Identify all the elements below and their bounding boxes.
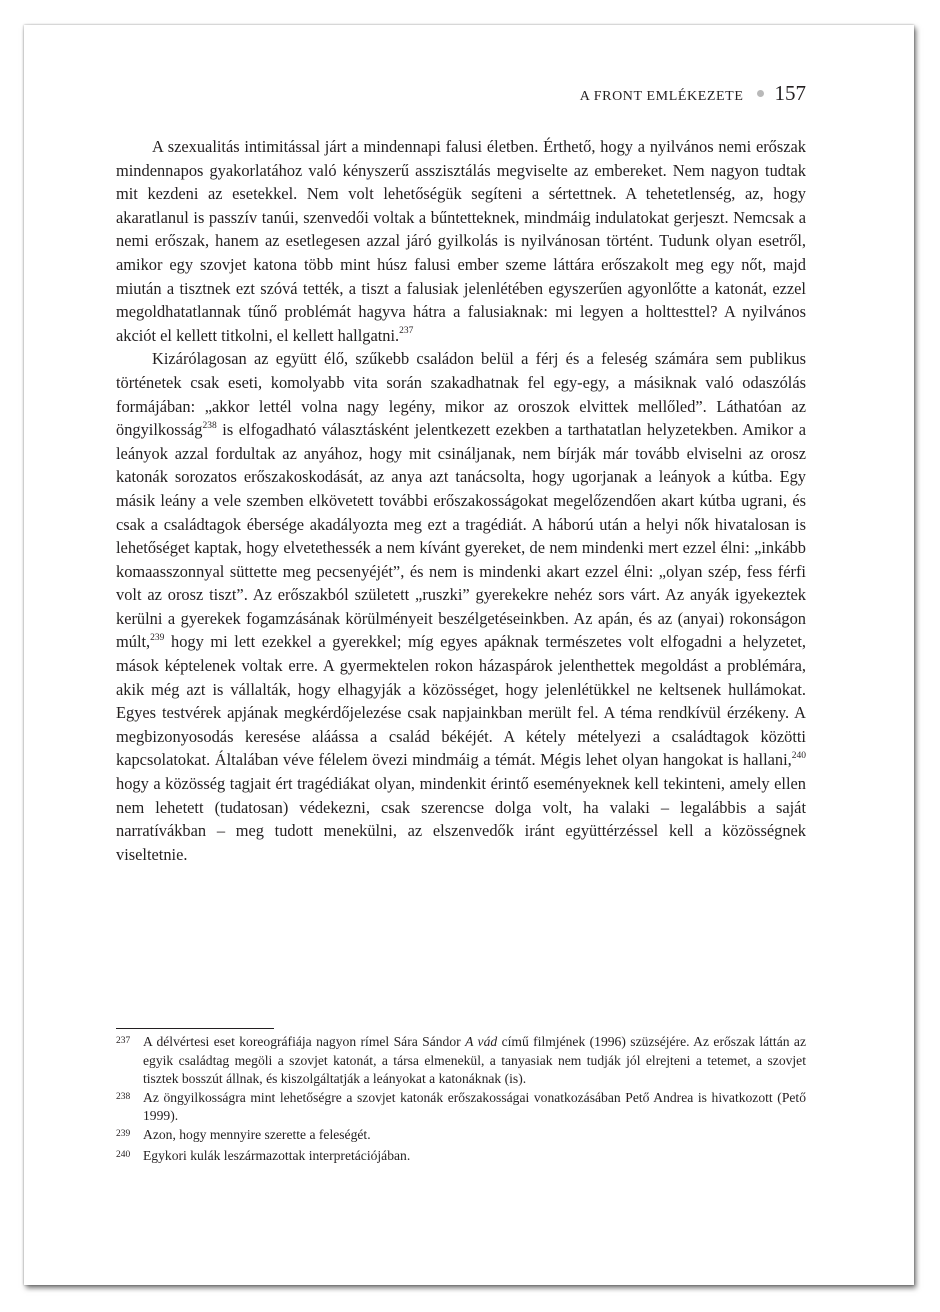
footnote-238 [116,1089,806,1126]
footnote-number: 237 [116,1036,131,1046]
paragraph-text: hogy mi lett ezekkel a gyerekkel; míg egyes apáknak természetes volt elfogadni a helyzetet, mások képtelenek voltak erre. A gyermektelen rokon házaspárok jelenthettek megoldást a problémára, akik még azt is vállalták, hogy elhagyják a közösséget, hogy jelenlétükkel ne keltsenek hullámokat. Egyes testvérek apjának megkérdőjelezése csak napjainkban merült fel. A téma rendkívül érzékeny. A megbizonyosodás keresése aláássa a család békéjét. A kétely mételyezi a családtagok közötti kapcsolatokat. Általában véve félelem övezi mindmáig a témát. Mégis lehet olyan hangokat is hallani, [116,632,806,770]
paragraph-text: A szexualitás intimitással járt a mindennapi falusi életben. Érthető, hogy a nyilvános nemi erőszak mindennapos gyakorlatához való kényszerű asszisztálás megviselte az embereket. Nem nagyon tudtak mit kezdeni az esetekkel. Nem volt lehetőségük segíteni a sértettnek. A tehetetlenség, az, hogy akaratlanul is passzív tanúi, szenvedői voltak a bűntetteknek, mindmáig indulatokat gerjeszt. Nemcsak a nemi erőszak, hanem az esetlegesen azzal járó gyilkolás is nyilvánosan történt. Tudunk olyan esetről, amikor egy szovjet katona több mint húsz falusi ember szeme láttára erőszakolt meg egy nőt, majd miután a tisztnek ezt szóvá tették, a tiszt a falusiak jelenlétében egyszerűen agyonlőtte a katonát, ezzel megoldhatatlannak tűnő problémát hagyva hátra a falusiaknak: mi legyen a holttesttel? A nyilvános akciót el kellett titkolni, el kellett hallgatni. [116,137,806,345]
footnote-divider [116,1028,274,1029]
page-number: 157 [774,81,806,105]
footnote-reference-240[interactable]: 240 [791,750,806,761]
footnote-text: Egykori kulák leszármazottak interpretációjában. [143,1147,411,1163]
paragraph-1 [116,135,806,347]
book-page [24,25,914,1285]
body-text [116,135,806,866]
footnote-number: 238 [116,1091,131,1102]
paragraph-text: is elfogadható választásként jelentkezett ezekben a tarthatatlan helyzetekben. Amikor a leányok azzal fordultak az anyához, hogy mit csináljanak, nem bírják már tovább elviselni az orosz katonák sorozatos erőszakoskodását, az anya azt tanácsolta, hogy ugorjanak a leányok a kútba. Egy másik leány a vele szemben elkövetett további erőszakosságokat megelőzendően akart kútba ugrani, és csak a családtagok ébersége akadályozta meg ezt a tragédiát. A háború után a helyi nők hivatalosan is lehetőséget kaptak, hogy elvetethessék a nem kívánt gyereket, de nem mindenki mert ezzel élni: „inkább komaasszonnyal süttette meg pecsenyéjét”, és nem is mindenki akart ezzel élni: „olyan szép, fess férfi volt az orosz tiszt”. Az erőszakból született „ruszki” gyerekekre nehéz sors várt. Az anyák igyekeztek kerülni a gyerekek fogamzásának körülményeit beszélgetéseinkben. Az apán, és az (anyai) rokonságon múlt, [116,420,806,652]
footnote-239 [116,1126,806,1147]
footnote-reference-239[interactable]: 239 [150,633,165,643]
footnote-text-part: A délvértesi eset koreográfiája nagyon rímel Sára Sándor [143,1034,466,1049]
footnote-text: Az öngyilkosságra mint lehetőségre a szovjet katonák erőszakosságai vonatkozásában Pető Andrea is hivatkozott (Pető 1999). [143,1089,806,1124]
footnote-text-part: című filmjének (1996) szüzséjére. Az erőszak láttán az egyik családtag megöli a szovjet katonát, a társa elmenekül, a tanyasiak nem tudják jól elrejteni a tetemet, a szovjet tisztek bosszút állnak, és kiszolgáltatják a leányokat a katonáknak (is). [143,1034,807,1087]
bullet-dot-icon [757,90,764,97]
footnote-number: 240 [116,1149,131,1160]
paragraph-text: hogy a közösség tagjait ért tragédiákat olyan, mindenkit érintő eseményeknek kell tekinteni, amely ellen nem lehetett (tudatosan) védekezni, csak szerencse dolga volt, ha valaki – legalábbis a saját narratívákban – meg tudott menekülni, az elszenvedők iránt együttérzéssel kell a közösségnek viseltetnie. [116,774,806,864]
film-title: A vád [465,1034,498,1049]
footnote-text [143,1033,806,1089]
footnote-reference-237[interactable]: 237 [399,326,414,337]
paragraph-text: Kizárólagosan az együtt élő, szűkebb családon belül a férj és a feleség számára sem publikus történetek csak eseti, komolyabb vita során szakadhatnak fel egy-egy, a másiknak való odaszólás formájában: „akkor lettél volna nagy legény, mikor az oroszok elvittek mellőled”. Láthatóan az öngyilkosság [116,349,806,440]
running-title: A FRONT EMLÉKEZETE [579,89,744,104]
paragraph-2 [116,347,806,866]
footnote-237 [116,1033,806,1089]
footnotes [116,1033,806,1167]
footnote-text: Azon, hogy mennyire szerette a feleségét. [143,1126,371,1142]
footnote-reference-238[interactable]: 238 [202,420,217,431]
footnote-240 [116,1147,806,1168]
running-header [580,81,806,106]
footnote-number: 239 [116,1128,131,1139]
